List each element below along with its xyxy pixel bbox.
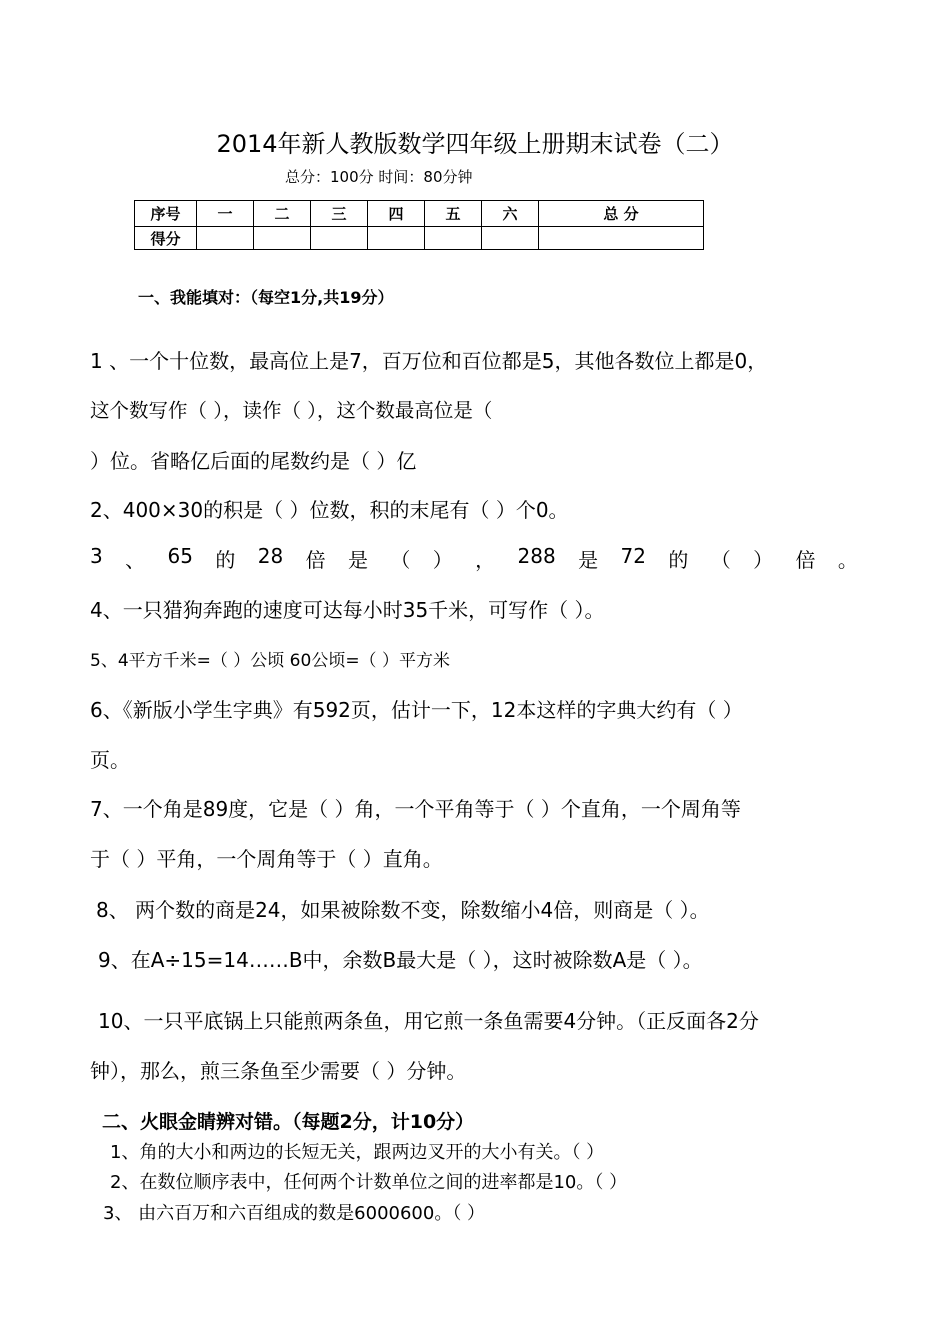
q3-token: 是 <box>578 548 599 572</box>
page-title: 2014年新人教版数学四年级上册期末试卷（二） <box>216 130 734 158</box>
question-3-line <box>90 544 858 573</box>
question-line: 9、在A÷15=14……B中，余数B最大是（ ），这时被除数A是（ ）。 <box>98 948 703 972</box>
true-false-item: 3、 由六百万和六百组成的数是6000600。（ ） <box>103 1203 486 1224</box>
true-false-item: 2、在数位顺序表中，任何两个计数单位之间的进率都是10。（ ） <box>110 1172 628 1193</box>
question-line: 于（ ）平角，一个周角等于（ ）直角。 <box>90 847 443 871</box>
q3-token: （ <box>710 548 731 572</box>
question-line: 这个数写作（ ），读作（ ），这个数最高位是（ <box>90 399 493 422</box>
q3-token: 、 <box>125 548 146 572</box>
q3-token: ） <box>432 548 453 572</box>
q3-token: 是 <box>347 548 368 572</box>
question-line: 5、4平方千米=（ ）公顷 60公顷=（ ）平方米 <box>90 651 450 671</box>
q3-token: 倍 <box>795 548 816 572</box>
question-line: ）位。省略亿后面的尾数约是（ ）亿 <box>90 449 417 473</box>
score-cell[interactable] <box>368 227 425 250</box>
q3-token: 倍 <box>305 548 326 572</box>
q3-token: 65 <box>167 544 193 568</box>
q3-token: 。 <box>837 548 858 572</box>
question-line: 8、 两个数的商是24，如果被除数不变，除数缩小4倍，则商是（ ）。 <box>96 898 710 922</box>
question-line: 7、一个角是89度，它是（ ）角，一个平角等于（ ）个直角，一个周角等 <box>90 797 741 821</box>
table-header-cell: 四 <box>368 201 425 227</box>
q3-token: 的 <box>215 548 236 572</box>
question-line: 4、一只猎狗奔跑的速度可达每小时35千米，可写作（ ）。 <box>90 598 605 622</box>
table-header-cell: 三 <box>311 201 368 227</box>
question-line: 10、一只平底锅上只能煎两条鱼，用它煎一条鱼需要4分钟。（正反面各2分 <box>98 1009 759 1033</box>
q3-token: 的 <box>668 548 689 572</box>
table-header-cell: 六 <box>482 201 539 227</box>
q3-token: 3 <box>90 544 103 568</box>
q3-token: 72 <box>620 544 646 568</box>
question-line: 6、《新版小学生字典》有592页，估计一下，12本这样的字典大约有（ ） <box>90 698 743 722</box>
q3-token: 288 <box>517 544 556 568</box>
score-cell[interactable] <box>254 227 311 250</box>
section-1-heading: 一、我能填对：（每空1分,共19分） <box>138 288 394 307</box>
question-line: 1 、一个十位数，最高位上是7，百万位和百位都是5，其他各数位上都是0， <box>90 349 768 373</box>
score-cell[interactable] <box>539 227 704 250</box>
question-line: 钟），那么，煎三条鱼至少需要（ ）分钟。 <box>90 1059 467 1083</box>
exam-meta: 总分：100分 时间：80分钟 <box>285 168 473 186</box>
question-line: 2、400×30的积是（ ）位数，积的末尾有（ ）个0。 <box>90 498 569 522</box>
section-2-heading: 二、火眼金睛辨对错。（每题2分，计10分） <box>102 1111 475 1133</box>
table-header-cell: 二 <box>254 201 311 227</box>
score-cell[interactable] <box>197 227 254 250</box>
table-header-cell: 五 <box>425 201 482 227</box>
table-row-label: 得分 <box>135 227 197 250</box>
true-false-item: 1、角的大小和两边的长短无关，跟两边叉开的大小有关。（ ） <box>110 1142 605 1163</box>
table-header-cell: 一 <box>197 201 254 227</box>
q3-token: ） <box>753 548 774 572</box>
score-cell[interactable] <box>425 227 482 250</box>
table-header-cell: 总 分 <box>539 201 704 227</box>
question-line: 页。 <box>90 748 130 772</box>
q3-token: （ <box>390 548 411 572</box>
table-header-cell: 序号 <box>135 201 197 227</box>
score-cell[interactable] <box>482 227 539 250</box>
q3-token: 28 <box>257 544 284 568</box>
score-cell[interactable] <box>311 227 368 250</box>
score-table <box>134 200 704 250</box>
q3-token: ， <box>475 548 496 572</box>
